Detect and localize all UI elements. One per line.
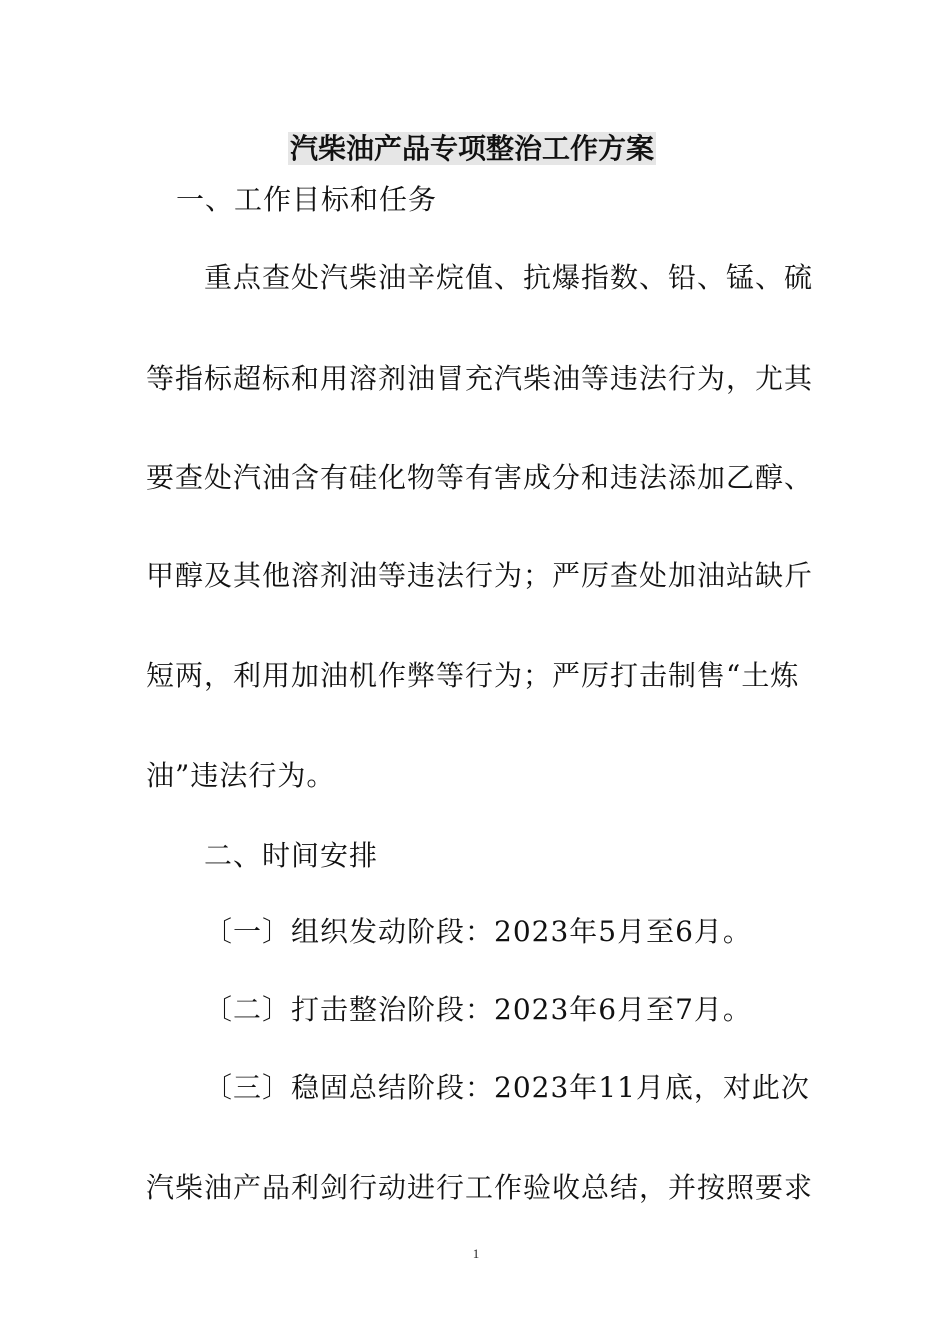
document-title-text: 汽柴油产品专项整治工作方案 xyxy=(290,132,655,165)
schedule-item: 〔一〕组织发动阶段：2023年5月至6月。 xyxy=(204,915,752,948)
paragraph-line: 等指标超标和用溶剂油冒充汽柴油等违法行为，尤其 xyxy=(146,362,814,395)
section-heading-goals: 一、工作目标和任务 xyxy=(176,183,438,216)
paragraph-line: 短两，利用加油机作弊等行为；严厉打击制售“土炼 xyxy=(146,659,800,692)
document-title xyxy=(288,129,656,169)
section-heading-schedule: 二、时间安排 xyxy=(204,839,379,872)
paragraph-line: 汽柴油产品利剑行动进行工作验收总结，并按照要求 xyxy=(146,1171,814,1204)
paragraph-line: 油”违法行为。 xyxy=(146,759,336,792)
paragraph-line: 重点查处汽柴油辛烷值、抗爆指数、铅、锰、硫 xyxy=(204,261,814,294)
page-number: 1 xyxy=(472,1246,480,1261)
schedule-item: 〔二〕打击整治阶段：2023年6月至7月。 xyxy=(204,993,752,1026)
paragraph-line: 甲醇及其他溶剂油等违法行为；严厉查处加油站缺斤 xyxy=(146,559,814,592)
schedule-item: 〔三〕稳固总结阶段：2023年11月底，对此次 xyxy=(204,1071,810,1104)
paragraph-line: 要查处汽油含有硅化物等有害成分和违法添加乙醇、 xyxy=(146,461,814,494)
